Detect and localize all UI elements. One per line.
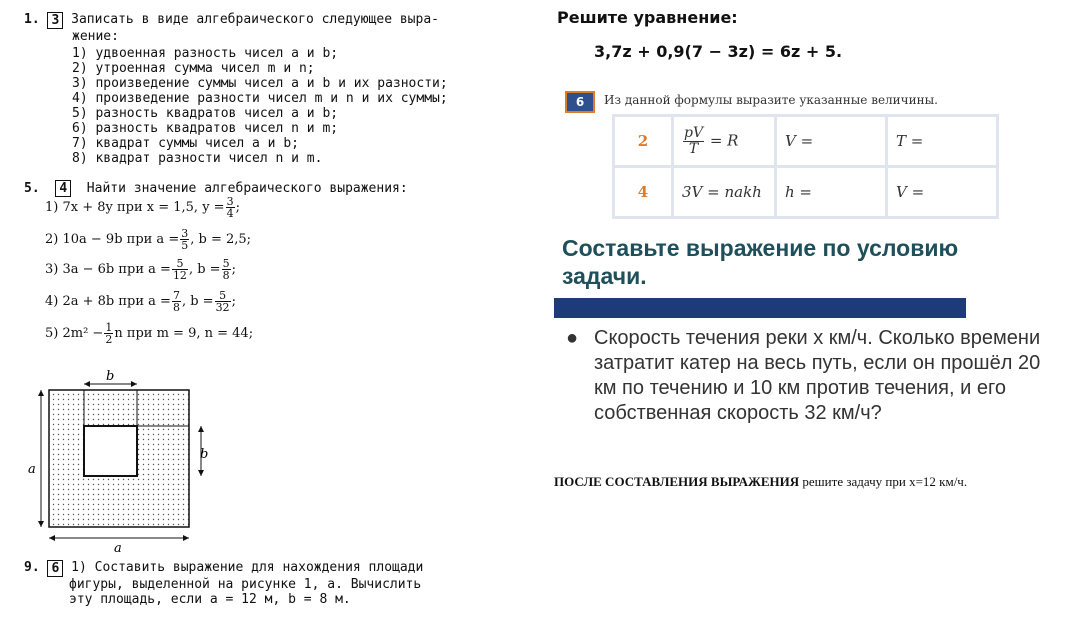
word-task-text: Скорость течения реки x км/ч. Сколько времени затратит катер на весь путь, если он прошёл 20 км по течению и 10 км против течения, и его собственная скорость 32 км/ч? <box>594 327 1041 424</box>
list-item: 2) утроенная сумма чисел m и n; <box>72 61 315 76</box>
task-9-number: 9. <box>24 560 40 575</box>
list-item: 3) произведение суммы чисел a и b и их разности; <box>72 76 448 91</box>
task-1-title-1: Записать в виде алгебраического следующее выра- <box>71 12 439 27</box>
expression-2 <box>45 228 251 251</box>
frac-num: 5 <box>222 257 230 270</box>
fraction <box>226 196 235 219</box>
equation-title: Решите уравнение: <box>557 8 738 27</box>
expr-text: ; <box>231 262 236 277</box>
label-a-left: a <box>28 462 36 477</box>
expression-5 <box>45 322 253 345</box>
label-b-right: b <box>200 447 209 462</box>
decorative-bar <box>554 298 966 318</box>
table-row <box>615 117 996 165</box>
frac-num: 3 <box>226 195 234 208</box>
list-item: 1) удвоенная разность чисел a и b; <box>72 46 339 61</box>
frac-den: 2 <box>105 333 113 346</box>
after-instruction <box>554 474 967 490</box>
task-9-line-3: эту площадь, если a = 12 м, b = 8 м. <box>69 592 351 607</box>
frac-num: 3 <box>181 227 189 240</box>
list-item: 8) квадрат разности чисел n и m. <box>72 151 323 166</box>
expr-text: , b = 2,5; <box>190 232 252 247</box>
arrow-icon <box>38 390 44 396</box>
table-row <box>615 168 996 216</box>
expr-text: 3) 3a − 6b при a = <box>45 262 171 277</box>
equation-expression: 3,7z + 0,9(7 − 3z) = 6z + 5. <box>594 42 843 61</box>
answer-cell: h = <box>777 168 885 216</box>
arrow-icon <box>131 381 137 387</box>
label-a-bottom: a <box>114 541 122 556</box>
fraction <box>683 126 704 157</box>
frac-den: T <box>688 140 699 157</box>
word-task-heading: Составьте выражение по условию задачи. <box>562 235 959 289</box>
task-5-header <box>24 180 408 197</box>
fraction <box>215 290 231 313</box>
frac-den: 5 <box>181 239 189 252</box>
task-9-line-2: фигуры, выделенной на рисунке 1, a. Вычислить <box>69 577 422 592</box>
task-9-line-1: 1) Составить выражение для нахождения площади <box>71 560 424 575</box>
task-1-badge: 3 <box>47 12 63 29</box>
expr-text: 2) 10a − 9b при a = <box>45 232 180 247</box>
frac-den: 12 <box>172 269 187 282</box>
task-1-list <box>72 46 448 166</box>
task-1 <box>24 12 448 166</box>
formula-rhs: = R <box>705 131 739 149</box>
row-number: 4 <box>615 168 671 216</box>
expr-text: 5) 2m² − <box>45 326 104 341</box>
task-9-badge: 6 <box>47 560 63 577</box>
row-number: 2 <box>615 117 671 165</box>
task-5-number: 5. <box>24 181 40 196</box>
frac-num: 1 <box>105 321 113 334</box>
frac-den: 8 <box>172 301 180 314</box>
frac-num: 5 <box>215 290 231 302</box>
expr-text: 1) 7x + 8y при x = 1,5, y = <box>45 200 225 215</box>
frac-num: pV <box>684 124 704 141</box>
formula-cell: 3V = nakh <box>674 168 774 216</box>
expr-text: ; <box>235 200 240 215</box>
fraction <box>172 258 188 281</box>
expr-text: , b = <box>181 294 214 309</box>
frac-num: 7 <box>172 289 180 302</box>
formula-task-badge: 6 <box>565 91 595 113</box>
arrow-icon <box>198 470 204 476</box>
label-b-top: b <box>106 369 115 384</box>
frac-den: 4 <box>226 207 234 220</box>
formula-table <box>612 114 999 219</box>
fraction <box>172 290 181 313</box>
list-item: 4) произведение разности чисел m и n и их суммы; <box>72 91 448 106</box>
expr-text: ; <box>231 294 236 309</box>
arrow-icon <box>49 535 55 541</box>
after-instruction-rest: решите задачу при x=12 км/ч. <box>799 474 968 489</box>
inner-square <box>84 426 137 476</box>
list-item: 5) разность квадратов чисел a и b; <box>72 106 339 121</box>
task-1-number: 1. <box>24 12 40 27</box>
fraction <box>222 258 231 281</box>
expression-3 <box>45 258 236 281</box>
fraction <box>104 322 113 345</box>
task-9 <box>24 560 423 607</box>
list-item: 6) разность квадратов чисел n и m; <box>72 121 339 136</box>
frac-den: 8 <box>222 269 230 282</box>
expr-text: , b = <box>188 262 221 277</box>
arrow-icon <box>198 426 204 432</box>
list-item: 7) квадрат суммы чисел a и b; <box>72 136 299 151</box>
arrow-icon <box>183 535 189 541</box>
task-1-title-2: жение: <box>72 29 119 44</box>
arrow-icon <box>84 381 90 387</box>
task-5-badge: 4 <box>55 180 71 197</box>
answer-cell: V = <box>777 117 885 165</box>
after-instruction-bold: ПОСЛЕ СОСТАВЛЕНИЯ ВЫРАЖЕНИЯ <box>554 474 800 489</box>
arrow-icon <box>38 521 44 527</box>
formula-task-instruction: Из данной формулы выразите указанные величины. <box>604 93 938 107</box>
answer-cell: T = <box>888 117 996 165</box>
task-5-title: Найти значение алгебраического выражения: <box>86 181 408 196</box>
geometry-figure <box>22 368 209 558</box>
formula-cell <box>674 117 774 165</box>
expr-text: 4) 2a + 8b при a = <box>45 294 171 309</box>
word-task-body <box>566 326 1046 426</box>
answer-cell: V = <box>888 168 996 216</box>
fraction <box>180 228 189 251</box>
frac-den: 32 <box>215 301 230 314</box>
bullet-icon: ● <box>566 327 579 349</box>
expression-4 <box>45 290 236 313</box>
frac-num: 5 <box>172 258 188 270</box>
expr-text: n при m = 9, n = 44; <box>114 326 254 341</box>
expression-1 <box>45 196 240 219</box>
